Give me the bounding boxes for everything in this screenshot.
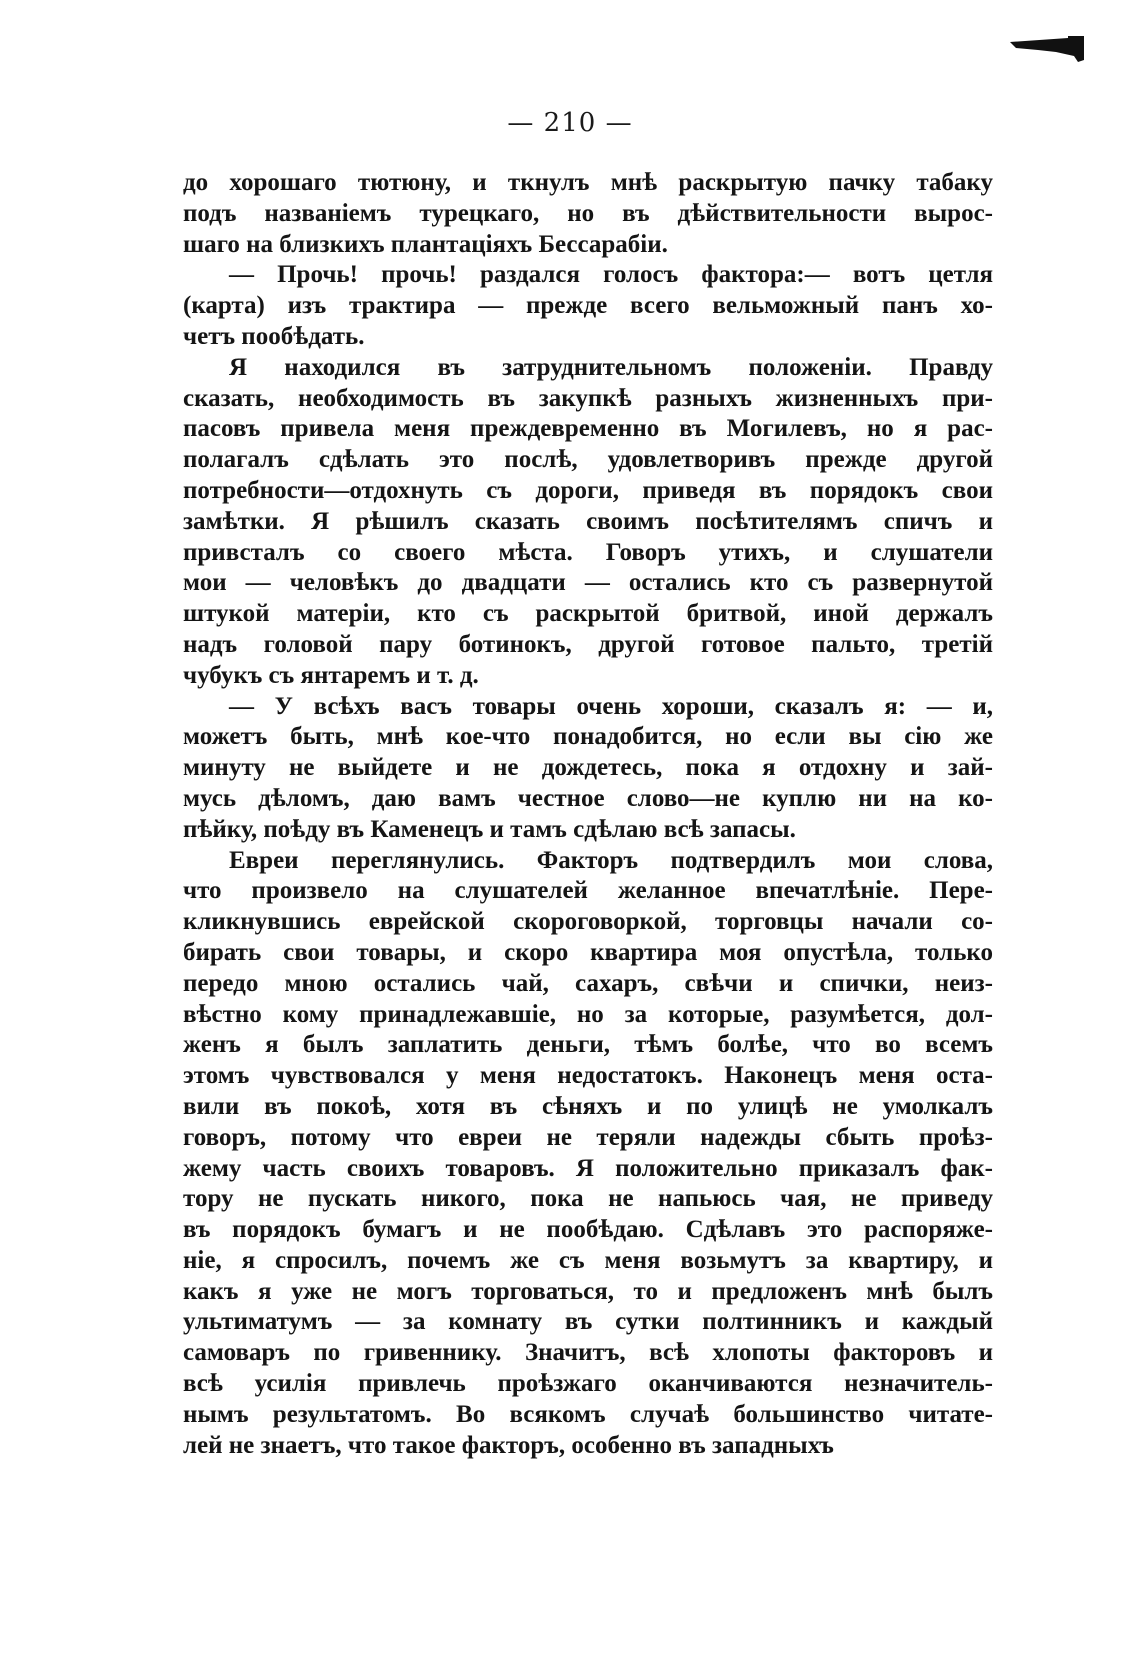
text-line: четъ пообѣдать. — [183, 322, 365, 350]
text-line: самоваръ по гривеннику. Значитъ, всѣ хлопоты факторовъ и — [183, 1339, 993, 1367]
scan-artifact-mark — [1008, 34, 1086, 64]
text-line: привсталъ со своего мѣста. Говоръ утихъ, и слушатели — [183, 538, 993, 566]
text-line: — У всѣхъ васъ товары очень хороши, сказалъ я: — и, — [229, 692, 993, 720]
paragraph — [183, 692, 993, 846]
paragraph — [183, 168, 993, 260]
text-line: въ порядокъ бумагъ и не пообѣдаю. Сдѣлавъ это распоряже- — [183, 1216, 993, 1244]
text-line: тору не пускать никого, пока не напьюсь чая, не приведу — [183, 1185, 993, 1213]
paragraph — [183, 353, 993, 692]
text-line: пѣйку, поѣду въ Каменецъ и тамъ сдѣлаю всѣ запасы. — [183, 815, 796, 843]
text-line: вили въ покоѣ, хотя въ сѣняхъ и по улицѣ не умолкалъ — [183, 1092, 993, 1120]
text-line: передо мною остались чай, сахаръ, свѣчи и спички, неиз- — [183, 969, 993, 997]
text-line: этомъ чувствовался у меня недостатокъ. Наконецъ меня оста- — [183, 1062, 993, 1090]
text-line: всѣ усилія привлечь проѣзжаго оканчиваются незначитель- — [183, 1370, 993, 1398]
text-line: вѣстно кому принадлежавшіе, но за которые, разумѣется, дол- — [183, 1000, 993, 1028]
text-line: ніе, я спросилъ, почемъ же съ меня возьмутъ за квартиру, и — [183, 1246, 993, 1274]
text-line: чубукъ съ янтаремъ и т. д. — [183, 661, 479, 689]
text-line: лей не знаетъ, что такое факторъ, особенно въ западныхъ — [183, 1431, 834, 1459]
text-line: сказать, необходимость въ закупкѣ разныхъ жизненныхъ при- — [183, 384, 993, 412]
page-text-body — [183, 168, 993, 1461]
text-line: — Прочь! прочь! раздался голосъ фактора:— вотъ цетля — [229, 261, 993, 289]
text-line: потребности—отдохнуть съ дороги, приведя въ порядокъ свои — [183, 476, 993, 504]
text-line: минуту не выйдете и не дождетесь, пока я отдохну и зай- — [183, 754, 993, 782]
text-line: надъ головой пару ботинокъ, другой готовое пальто, третій — [183, 630, 993, 658]
text-line: штукой матеріи, кто съ раскрытой бритвой, иной держалъ — [183, 600, 993, 628]
text-line: мусь дѣломъ, даю вамъ честное слово—не куплю ни на ко- — [183, 784, 993, 812]
text-line: что произвело на слушателей желанное впечатлѣніе. Пере- — [183, 877, 993, 905]
text-line: кликнувшись еврейской скороговоркой, торговцы начали со- — [183, 908, 993, 936]
text-line: замѣтки. Я рѣшилъ сказать своимъ посѣтителямъ спичъ и — [183, 507, 993, 535]
text-line: полагалъ сдѣлать это послѣ, удовлетворивъ прежде другой — [183, 446, 993, 474]
text-line: жему часть своихъ товаровъ. Я положительно приказалъ фак- — [183, 1154, 993, 1182]
text-line: пасовъ привела меня преждевременно въ Могилевъ, но я рас- — [183, 415, 993, 443]
text-line: женъ я былъ заплатить деньги, тѣмъ болѣе, что во всемъ — [183, 1031, 993, 1059]
paragraph — [183, 260, 993, 352]
text-line: можетъ быть, мнѣ кое-что понадобится, но если вы сію же — [183, 723, 993, 751]
text-line: нымъ результатомъ. Во всякомъ случаѣ большинство читате- — [183, 1400, 993, 1428]
text-line: говоръ, потому что евреи не теряли надежды сбыть проѣз- — [183, 1123, 993, 1151]
text-line: подъ названіемъ турецкаго, но въ дѣйствительности вырос- — [183, 199, 993, 227]
text-line: Я находился въ затруднительномъ положеніи. Правду — [229, 353, 993, 381]
text-line: бирать свои товары, и скоро квартира моя опустѣла, только — [183, 938, 993, 966]
text-line: до хорошаго тютюну, и ткнулъ мнѣ раскрытую пачку табаку — [183, 169, 993, 196]
text-line: какъ я уже не могъ торговаться, то и предложенъ мнѣ былъ — [183, 1277, 993, 1305]
text-line: (карта) изъ трактира — прежде всего вельможный панъ хо- — [183, 292, 993, 320]
text-line: ультиматумъ — за комнату въ сутки полтинникъ и каждый — [183, 1308, 993, 1336]
text-line: шаго на близкихъ плантаціяхъ Бессарабіи. — [183, 230, 668, 258]
paragraph — [183, 846, 993, 1462]
text-line: Евреи переглянулись. Факторъ подтвердилъ мои слова, — [229, 846, 993, 874]
text-line: мои — человѣкъ до двадцати — остались кто съ развернутой — [183, 569, 993, 597]
page-number: — 210 — — [507, 108, 633, 138]
